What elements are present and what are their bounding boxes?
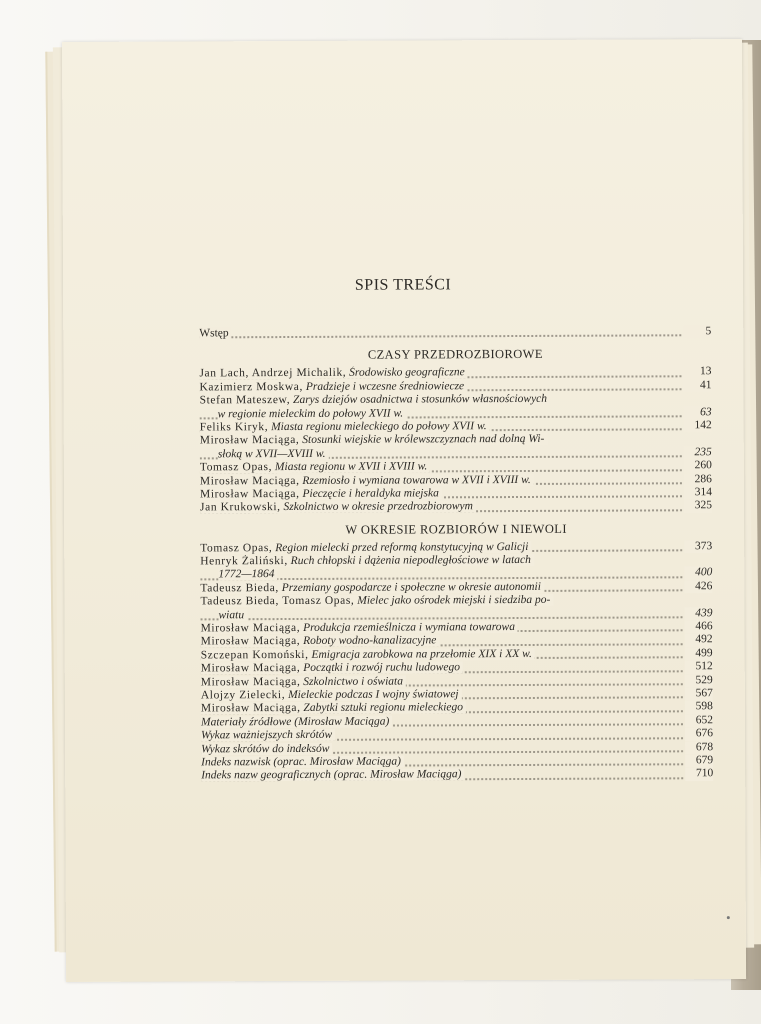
entry-text (200, 554, 534, 567)
page-number: 439 (684, 607, 712, 621)
toc-entry (201, 767, 713, 783)
entry-text (200, 473, 534, 486)
page-mark (727, 916, 730, 919)
entry-author: Tadeusz Bieda, (200, 581, 279, 595)
entry-title: Początki i rozwój ruchu ludowego (303, 661, 460, 675)
entry-author: Alojzy Zielecki, (200, 689, 286, 702)
entry-text (201, 702, 466, 715)
page-number: 466 (685, 620, 713, 634)
entry-title: Mieleckie podczas I wojny światowej (288, 688, 459, 702)
entry-title: Szkolnictwo i oświata (303, 675, 403, 688)
entry-title: Roboty wodno-kanalizacyjne (303, 634, 437, 648)
entry-text (200, 487, 442, 500)
entry-text (199, 367, 467, 380)
entry-title: Mielec jako ośrodek miejski i siedziba po- (357, 594, 551, 607)
intro-label: Wstęp (199, 327, 229, 340)
page-number: 5 (683, 325, 711, 339)
page-number: 63 (684, 406, 712, 420)
entry-author: Mirosław Maciąga, (200, 702, 301, 715)
page-number: 492 (685, 634, 713, 648)
entry-title: Pieczęcie i heraldyka miejska (302, 487, 439, 500)
entry-author: Szczepan Komoński, (200, 648, 309, 662)
entry-author: Mirosław Maciąga, (200, 635, 301, 648)
page-number: 286 (684, 473, 712, 487)
entry-title-continued: 1772—1864 (218, 568, 275, 581)
entry-text (200, 393, 551, 407)
page-number: 652 (685, 714, 713, 728)
entry-title: Ruch chłopski i dążenia niepodległościowe w latach (290, 554, 531, 568)
page-number: 567 (685, 687, 713, 701)
page-number: 598 (685, 701, 713, 715)
entry-author: Mirosław Maciąga, (199, 474, 300, 487)
section-heading: W OKRESIE ROZBIORÓW I NIEWOLI (345, 521, 567, 537)
toc-entry (199, 325, 711, 341)
entry-text (199, 327, 231, 339)
entry-text (200, 594, 553, 608)
entry-text (218, 407, 407, 420)
page-number: 260 (684, 459, 712, 473)
entry-text (201, 635, 440, 648)
entry-text (218, 569, 277, 581)
entry-text (201, 675, 406, 688)
entry-text (200, 500, 476, 513)
appendix-title: Materiały źródłowe (Mirosław Maciąga) (200, 715, 390, 729)
page-number: 426 (684, 580, 712, 594)
entry-author: Mirosław Maciąga, (199, 487, 300, 501)
entry-text (200, 420, 490, 433)
entry-title: Zarys dziejów osadnictwa i stosunków własnościowych (293, 393, 548, 407)
entry-title: Emigracja zarobkowa na przełomie XIX i XX w. (311, 647, 532, 661)
page-number: 13 (683, 366, 711, 380)
entry-text (201, 648, 535, 661)
entry-text (200, 541, 531, 554)
entry-author: Mirosław Maciąga, (200, 621, 301, 635)
page-number: 41 (683, 379, 711, 393)
entry-text (218, 609, 247, 621)
page-number: 400 (684, 567, 712, 581)
entry-text (201, 661, 463, 674)
page-number: 235 (684, 446, 712, 460)
entry-title: Szkolnictwo w okresie przedrozbiorowym (283, 500, 473, 514)
entry-title: Rzemiosło i wymiana towarowa w XVII i XVIII w. (302, 473, 531, 487)
entry-text (201, 715, 392, 728)
page-number: 512 (685, 660, 713, 674)
entry-text (201, 729, 335, 742)
entry-title: Przemiany gospodarcze i społeczne w okresie autonomii (281, 580, 541, 594)
page-number: 678 (685, 741, 713, 755)
entry-title: Zabytki sztuki regionu mieleckiego (303, 701, 464, 715)
entry-text (201, 621, 518, 634)
entry-title: Stosunki wiejskie w królewszczyznach nad dolną Wi- (302, 433, 545, 447)
entry-author: Mirosław Maciąga, (200, 662, 301, 675)
page-number: 499 (685, 647, 713, 661)
page-number: 679 (685, 754, 713, 768)
entry-title: Miasta regionu w XVII i XVIII w. (274, 460, 428, 474)
entry-author: Feliks Kiryk, (199, 421, 269, 434)
book-page (62, 39, 746, 982)
entry-text (201, 688, 462, 701)
entry-title: Pradzieje i wczesne średniowiecze (305, 380, 465, 393)
page-title: SPIS TREŚCI (354, 276, 452, 294)
appendix-title: Indeks nazwisk (oprac. Mirosław Maciąga) (201, 755, 402, 769)
entry-author: Kazimierz Moskwa, (199, 380, 303, 394)
entry-author: Jan Lach, Andrzej Michalik, (199, 367, 347, 380)
page-number: 325 (684, 499, 712, 513)
entry-text (200, 581, 544, 594)
entry-text (199, 380, 467, 393)
entry-author: Tomasz Opas, (200, 541, 273, 555)
entry-title: Region mielecki przed reformą konstytucyjną w Galicji (275, 540, 529, 554)
entry-author: Tomasz Opas, (199, 461, 273, 474)
section-heading: CZASY PRZEDROZBIOROWE (367, 347, 543, 363)
page-number: 314 (684, 486, 712, 500)
appendix-title: Wykaz ważniejszych skrótów (201, 728, 333, 742)
page-number: 676 (685, 727, 713, 741)
entry-text (200, 433, 548, 447)
entry-author: Stefan Mateszew, (199, 394, 291, 407)
entry-text (201, 755, 404, 768)
entry-text (218, 448, 329, 460)
page-number: 529 (685, 674, 713, 688)
entry-title-continued: wiatu (218, 608, 245, 621)
toc-entry (200, 499, 712, 515)
entry-title: Środowisko geograficzne (349, 366, 465, 380)
entry-author: Mirosław Maciąga, (200, 675, 301, 688)
appendix-title: Indeks nazw geograficznych (oprac. Mirosław Maciąga) (201, 768, 462, 782)
appendix-title: Wykaz skrótów do indeksów (201, 742, 330, 755)
entry-author: Jan Krukowski, (200, 501, 281, 514)
dot-leader (199, 335, 681, 339)
page-number: 142 (684, 419, 712, 433)
entry-text (201, 742, 332, 755)
entry-author: Henryk Żaliński, (200, 555, 288, 568)
entry-title: Miasta regionu mieleckiego do połowy XVII w. (271, 420, 487, 434)
entry-author: Tadeusz Bieda, Tomasz Opas, (200, 594, 355, 608)
entry-text (201, 769, 464, 782)
page-number: 710 (685, 767, 713, 781)
table-of-contents (199, 325, 713, 783)
entry-title-continued: słoką w XVII—XVIII w. (217, 447, 326, 461)
entry-text (200, 461, 430, 474)
page-number: 373 (684, 540, 712, 554)
entry-title-continued: w regionie mieleckim do połowy XVII w. (217, 407, 404, 420)
entry-title: Produkcja rzemieślnicza i wymiana towarowa (303, 621, 515, 634)
entry-author: Mirosław Maciąga, (199, 434, 300, 447)
